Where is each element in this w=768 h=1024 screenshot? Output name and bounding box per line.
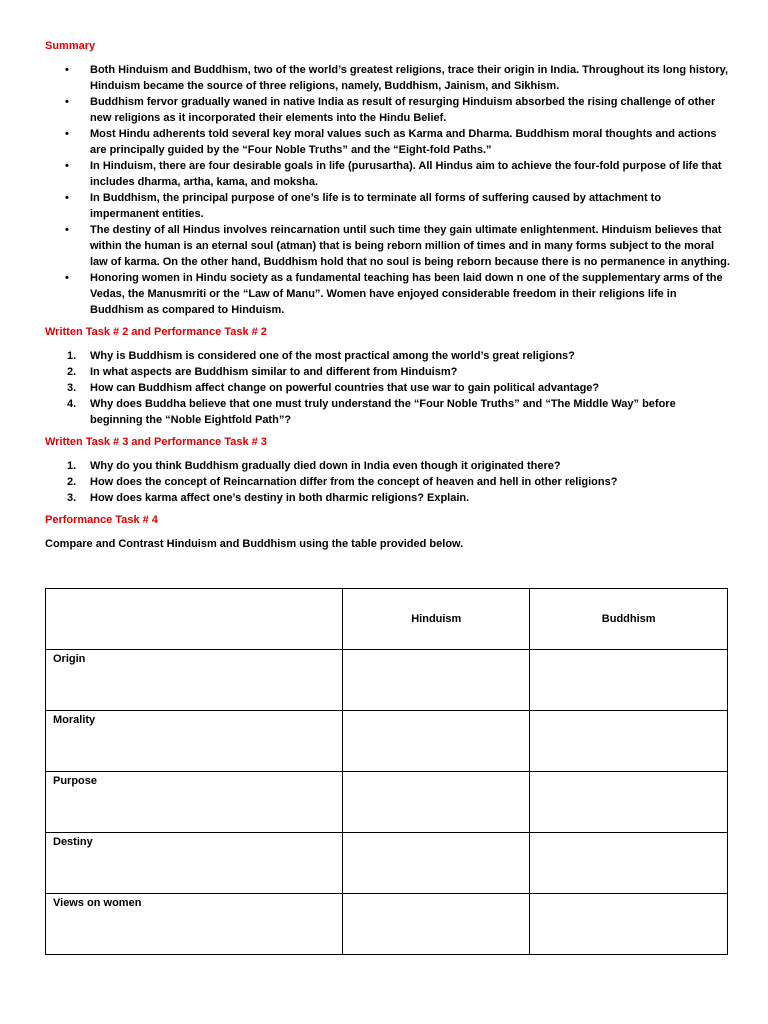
list-item: 2. In what aspects are Buddhism similar to and different from Hinduism? <box>67 366 458 378</box>
task3-list <box>45 458 730 506</box>
list-item: • Buddhism fervor gradually waned in native India as result of resurging Hinduism absorbed the rising challenge of other new religions as it incorporated their elements into the Hindu Belief. <box>65 96 716 124</box>
task4-intro: Compare and Contrast Hinduism and Buddhism using the table provided below. <box>45 538 464 550</box>
table-cell[interactable] <box>343 894 530 955</box>
task4-heading: Performance Task # 4 <box>45 514 158 526</box>
row-label-destiny: Destiny <box>46 833 343 894</box>
summary-heading: Summary <box>45 40 96 52</box>
list-item: 3. How does karma affect one’s destiny in both dharmic religions? Explain. <box>67 492 470 504</box>
list-item: • In Hinduism, there are four desirable goals in life (purusartha). All Hindus aim to achieve the four-fold purpose of life that includes dharma, artha, kama, and moksha. <box>65 160 722 188</box>
summary-list <box>45 62 730 318</box>
task3-heading: Written Task # 3 and Performance Task # 3 <box>45 436 267 448</box>
table-cell[interactable] <box>343 711 530 772</box>
list-item: 2. How does the concept of Reincarnation differ from the concept of heaven and hell in other religions? <box>67 476 618 488</box>
list-item: • Honoring women in Hindu society as a fundamental teaching has been laid down n one of the supplementary arms of the Vedas, the Manusmriti or the “Law of Manu”. Women have enjoyed considerable freedom in their religions life in Buddhism as compared to Hinduism. <box>65 272 723 316</box>
row-label-origin: Origin <box>46 650 343 711</box>
table-header-cell <box>46 589 343 650</box>
row-label-purpose: Purpose <box>46 772 343 833</box>
bullet-icon: • <box>65 96 69 108</box>
table-cell[interactable] <box>530 650 728 711</box>
table-cell[interactable] <box>530 894 728 955</box>
table-header-row <box>46 589 728 650</box>
table-row <box>46 711 728 772</box>
document-page <box>45 38 730 552</box>
table-row <box>46 650 728 711</box>
table-row <box>46 833 728 894</box>
list-item: • The destiny of all Hindus involves reincarnation until such time they gain ultimate enlightenment. Hinduism believes that within the human is an eternal soul (atman) that is being reborn million of times and in many forms subject to the moral law of karma. On the other hand, Buddhism hold that no soul is being reborn because there is no permanence in anything. <box>65 224 730 268</box>
table-cell[interactable] <box>343 772 530 833</box>
bullet-icon: • <box>65 224 69 236</box>
table-cell[interactable] <box>530 711 728 772</box>
list-item: 1. Why do you think Buddhism gradually died down in India even though it originated there? <box>67 460 561 472</box>
list-item: 1. Why is Buddhism is considered one of the most practical among the world’s great religions? <box>67 350 575 362</box>
bullet-icon: • <box>65 192 69 204</box>
table-cell[interactable] <box>343 833 530 894</box>
row-label-views-on-women: Views on women <box>46 894 343 955</box>
task2-heading: Written Task # 2 and Performance Task # 2 <box>45 326 267 338</box>
table-cell[interactable] <box>530 772 728 833</box>
comparison-table <box>45 588 728 955</box>
bullet-icon: • <box>65 64 69 76</box>
bullet-icon: • <box>65 128 69 140</box>
task2-list <box>45 348 730 428</box>
row-label-morality: Morality <box>46 711 343 772</box>
list-item: • Both Hinduism and Buddhism, two of the world’s greatest religions, trace their origin in India. Throughout its long history, Hinduism became the source of three religions, namely, Buddhism, Jainism, and Sikhism. <box>65 64 729 92</box>
table-header-buddhism: Buddhism <box>530 589 728 650</box>
list-item: 4. Why does Buddha believe that one must truly understand the “Four Noble Truths” and “The Middle Way” before beginning the “Noble Eightfold Path”? <box>67 398 676 426</box>
list-item: 3. How can Buddhism affect change on powerful countries that use war to gain political advantage? <box>67 382 600 394</box>
table-row <box>46 894 728 955</box>
table-cell[interactable] <box>530 833 728 894</box>
table-header-hinduism: Hinduism <box>343 589 530 650</box>
bullet-icon: • <box>65 160 69 172</box>
list-item: • In Buddhism, the principal purpose of one’s life is to terminate all forms of suffering caused by attachment to impermanent entities. <box>65 192 662 220</box>
bullet-icon: • <box>65 272 69 284</box>
table-cell[interactable] <box>343 650 530 711</box>
table-row <box>46 772 728 833</box>
list-item: • Most Hindu adherents told several key moral values such as Karma and Dharma. Buddhism moral thoughts and actions are principally guided by the “Four Noble Truths” and the “Eight-fold Paths.” <box>65 128 717 156</box>
